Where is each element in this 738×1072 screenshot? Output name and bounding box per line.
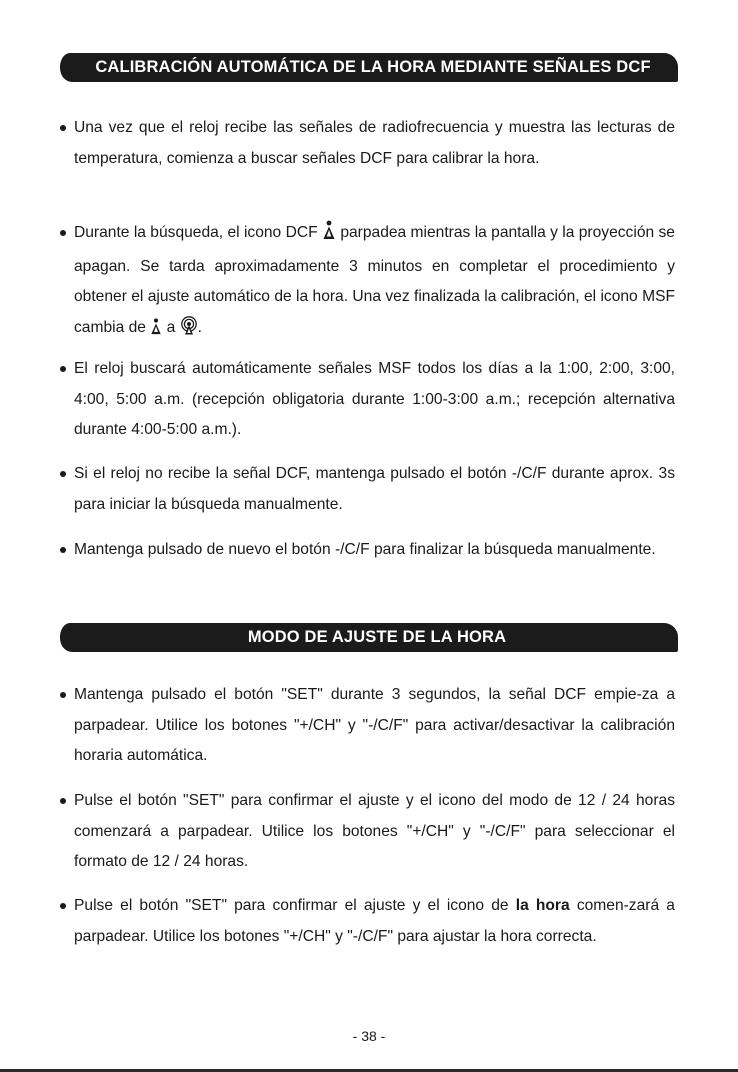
list-item-text: Mantenga pulsado el botón "SET" durante 3 segundos, la señal DCF empie-za a parpadear. Utilice los botones "+/CH" y "-/C/F" para activar/desactivar la calibración horaria automática. <box>74 686 675 764</box>
bullet-dot <box>60 798 66 804</box>
bullet-dot <box>60 230 66 236</box>
list-item <box>74 786 675 878</box>
list-item-text: a <box>166 318 176 336</box>
bullet-dot <box>60 471 66 477</box>
signal-received-icon <box>180 316 198 347</box>
list-item <box>74 218 675 346</box>
antenna-icon <box>150 316 162 347</box>
list-item <box>74 535 675 566</box>
list-item <box>74 113 675 174</box>
list-item <box>74 891 675 952</box>
list-item-text: parpadea mientras la pantalla y la proyección se apagan. Se tarda aproximadamente 3 minutos en completar el procedimiento y obtener el ajuste automático de la hora. Una vez finalizada la calibración, el icono MSF cambia de <box>74 224 675 336</box>
section-title: CALIBRACIÓN AUTOMÁTICA DE LA HORA MEDIANTE SEÑALES DCF <box>95 58 651 76</box>
bullet-dot <box>60 366 66 372</box>
list-item <box>74 354 675 446</box>
list-item-text: . <box>197 318 203 336</box>
list-item-text: El reloj buscará automáticamente señales MSF todos los días a la 1:00, 2:00, 3:00, 4:00, 5:00 a.m. (recepción obligatoria durante 1:00-3:00 a.m.; recepción alternativa durante 4:00-5:00 a.m.). <box>74 360 675 438</box>
list-item <box>74 680 675 772</box>
list-item <box>74 459 675 520</box>
list-item-text: Pulse el botón "SET" para confirmar el ajuste y el icono del modo de 12 / 24 horas comenzará a parpadear. Utilice los botones "+/CH" y "-/C/F" para seleccionar el formato de 12 / 24 horas. <box>74 792 675 870</box>
list-item-text: Si el reloj no recibe la señal DCF, mantenga pulsado el botón -/C/F durante aprox. 3s para iniciar la búsqueda manualmente. <box>74 465 675 513</box>
page-number: - 38 - <box>352 1028 386 1044</box>
bullet-dot <box>60 692 66 698</box>
bold-emphasis: la hora <box>515 897 570 914</box>
section-title-banner <box>60 623 678 652</box>
list-item-text: comen-zará a parpadear. Utilice los botones "+/CH" y "-/C/F" para ajustar la hora correcta. <box>74 897 675 945</box>
list-item-text: Durante la búsqueda, el icono DCF <box>74 224 318 241</box>
bullet-dot <box>60 903 66 909</box>
section-title: MODO DE AJUSTE DE LA HORA <box>247 628 507 646</box>
list-item-text: Mantenga pulsado de nuevo el botón -/C/F para finalizar la búsqueda manualmente. <box>74 541 656 558</box>
list-item-text: Pulse el botón "SET" para confirmar el ajuste y el icono de <box>74 897 509 914</box>
bullet-dot <box>60 125 66 131</box>
bullet-dot <box>60 547 66 553</box>
list-item-text: Una vez que el reloj recibe las señales de radiofrecuencia y muestra las lecturas de temperatura, comienza a buscar señales DCF para calibrar la hora. <box>74 119 675 167</box>
section-title-banner <box>60 53 678 82</box>
antenna-icon <box>322 220 336 252</box>
